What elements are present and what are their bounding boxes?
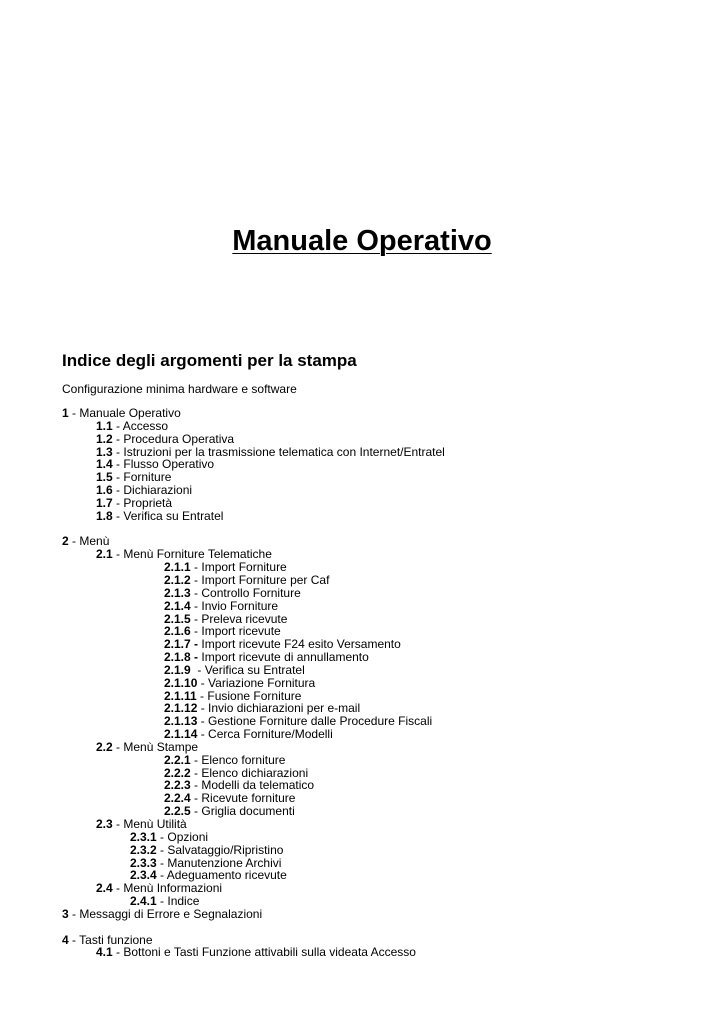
toc-entry-separator: - <box>112 547 124 562</box>
toc-entry <box>62 548 702 561</box>
toc-entry-number: 2.1.7 - <box>164 637 199 652</box>
toc-entry-text: Variazione Fornitura <box>208 675 316 690</box>
toc-entry-number: 2.3.1 <box>130 829 157 844</box>
toc-entry-number: 2 <box>62 534 69 549</box>
toc-entry-text: Manutenzione Archivi <box>167 855 282 870</box>
toc-entry-text: Accesso <box>122 418 169 433</box>
toc-entry-number: 2.3 <box>96 817 113 831</box>
toc-entry-number: 1.2 <box>96 431 113 446</box>
toc-entry-number: 2.1.2 <box>164 572 191 587</box>
toc-entry-text: Controllo Forniture <box>201 585 301 600</box>
toc-entry-separator: - <box>190 778 202 793</box>
toc-entry <box>62 574 702 587</box>
toc-entry-separator: - <box>68 906 80 921</box>
toc-entry-separator: - <box>112 881 124 896</box>
toc-entry <box>62 677 702 690</box>
toc-entry-separator: - <box>190 804 202 819</box>
toc-entry-number: 1.1 <box>96 418 113 433</box>
toc-entry-text: Adeguamento ricevute <box>166 868 287 883</box>
toc-entry-text: Modelli da telematico <box>201 778 315 793</box>
toc-entry-number: 2.2.1 <box>164 752 191 767</box>
toc-entry-text: Messaggi di Errore e Segnalazioni <box>79 906 263 921</box>
toc-entry <box>62 613 702 626</box>
toc-entry-separator: - <box>190 560 202 575</box>
toc-entry-number: 1.6 <box>96 483 113 498</box>
toc-entry-text: Elenco forniture <box>201 752 286 767</box>
toc-entry-separator: - <box>112 945 124 960</box>
toc-entry <box>62 510 702 523</box>
toc-entry <box>62 561 702 574</box>
toc-entry-text: Menù Forniture Telematiche <box>123 547 272 562</box>
toc-entry-separator: - <box>112 444 124 459</box>
toc-entry-text: Fusione Forniture <box>207 688 302 703</box>
toc-entry-separator: - <box>156 894 168 909</box>
toc-entry <box>62 908 702 921</box>
toc-entry-separator: - <box>112 817 124 831</box>
toc-entry-separator: - <box>197 714 209 729</box>
toc-entry-text: Import Forniture <box>201 560 287 575</box>
toc-entry-text: Import ricevute <box>201 624 281 639</box>
toc-entry-separator: - <box>112 470 124 485</box>
toc-entry-text: Opzioni <box>167 829 209 844</box>
toc-entry-separator: - <box>190 611 202 626</box>
toc-entry-text: Griglia documenti <box>201 804 295 819</box>
toc-spacer <box>62 523 702 536</box>
toc-entry-text: Procedura Operativa <box>123 431 235 446</box>
toc-entry-number: 1.4 <box>96 457 113 472</box>
toc-entry-text: Verifica su Entratel <box>204 662 305 677</box>
toc-entry-number: 2.2.5 <box>164 804 191 819</box>
toc-entry <box>62 779 702 792</box>
toc-entry-number: 4.1 <box>96 945 113 960</box>
toc-entry-text: Import Forniture per Caf <box>201 572 330 587</box>
toc-entry-separator: - <box>190 572 202 587</box>
toc-entry-text: Invio Forniture <box>201 598 279 613</box>
toc-entry-separator: - <box>112 508 124 523</box>
toc-entry-separator: - <box>190 598 202 613</box>
toc-entry <box>62 754 702 767</box>
table-of-contents <box>62 407 702 959</box>
toc-entry-number: 1.5 <box>96 470 113 485</box>
toc-entry-text: Flusso Operativo <box>123 457 215 472</box>
toc-entry-number: 2.1.3 <box>164 585 191 600</box>
toc-entry <box>62 690 702 703</box>
toc-entry-number: 2.1.10 <box>164 675 198 690</box>
toc-spacer <box>62 921 702 934</box>
toc-entry-text: Tasti funzione <box>79 932 153 947</box>
toc-entry-separator: - <box>112 457 124 472</box>
toc-entry-number: 4 <box>62 932 69 947</box>
toc-entry <box>62 741 702 754</box>
toc-entry-text: Indice <box>167 894 200 909</box>
toc-entry-separator: - <box>112 495 124 510</box>
toc-entry-separator: - <box>196 688 208 703</box>
toc-entry-number: 2.3.2 <box>130 842 157 857</box>
toc-entry <box>62 767 702 780</box>
toc-entry-number: 2.4 <box>96 881 113 896</box>
toc-entry-number: 3 <box>62 906 69 921</box>
toc-entry-separator: - <box>190 765 202 780</box>
toc-entry-text: Invio dichiarazioni per e-mail <box>208 701 361 716</box>
toc-entry-number: 1 <box>62 406 69 420</box>
toc-entry-text: Menù Informazioni <box>123 881 223 896</box>
toc-entry <box>62 792 702 805</box>
toc-entry-number: 2.1.14 <box>164 727 198 742</box>
toc-entry-text: Ricevute forniture <box>201 791 296 806</box>
toc-entry-separator: - <box>68 932 80 947</box>
toc-entry-number: 2.4.1 <box>130 894 157 909</box>
toc-entry-text: Preleva ricevute <box>201 611 288 626</box>
toc-entry-text: Import ricevute di annullamento <box>201 650 369 665</box>
toc-entry-separator: - <box>197 675 209 690</box>
toc-entry-number: 2.1.4 <box>164 598 191 613</box>
toc-entry-text: Menù Utilità <box>123 817 187 831</box>
toc-entry <box>62 651 702 664</box>
toc-entry-number: 2.3.3 <box>130 855 157 870</box>
toc-entry-separator: - <box>112 431 124 446</box>
toc-entry-number: 2.1.8 - <box>164 650 199 665</box>
toc-entry-number: 2.1.1 <box>164 560 191 575</box>
toc-entry <box>62 600 702 613</box>
toc-entry-separator: - <box>190 662 205 677</box>
toc-entry-number: 1.8 <box>96 508 113 523</box>
toc-entry-number: 2.1.12 <box>164 701 198 716</box>
toc-entry-text: Verifica su Entratel <box>123 508 224 523</box>
toc-entry-number: 2.1.6 <box>164 624 191 639</box>
toc-entry <box>62 587 702 600</box>
config-requirements-line: Configurazione minima hardware e software <box>62 382 297 396</box>
toc-entry-text: Proprietà <box>123 495 173 510</box>
toc-entry-separator: - <box>112 483 124 498</box>
toc-entry <box>62 638 702 651</box>
toc-entry-separator: - <box>112 739 124 754</box>
toc-entry-text: Dichiarazioni <box>123 483 193 498</box>
toc-entry-text: Cerca Forniture/Modelli <box>208 727 333 742</box>
toc-entry-number: 2.2 <box>96 739 113 754</box>
toc-entry-number: 2.1.9 <box>164 662 191 677</box>
toc-entry-number: 2.2.3 <box>164 778 191 793</box>
toc-entry-number: 1.7 <box>96 495 113 510</box>
toc-entry-separator: - <box>112 418 123 433</box>
toc-entry <box>62 946 702 959</box>
toc-entry-separator: - <box>190 624 202 639</box>
toc-entry-text: Import ricevute F24 esito Versamento <box>201 637 401 652</box>
toc-entry-text: Gestione Forniture dalle Procedure Fiscali <box>208 714 433 729</box>
toc-entry-number: 2.1.5 <box>164 611 191 626</box>
toc-entry-number: 2.2.4 <box>164 791 191 806</box>
toc-entry-number: 2.3.4 <box>130 868 157 883</box>
toc-entry-text: Menù Stampe <box>123 739 199 754</box>
toc-entry-separator: - <box>156 842 168 857</box>
toc-entry-separator: - <box>156 829 168 844</box>
index-heading: Indice degli argomenti per la stampa <box>62 351 357 370</box>
toc-entry <box>62 664 702 677</box>
toc-entry-text: Elenco dichiarazioni <box>201 765 309 780</box>
toc-entry-number: 2.1 <box>96 547 113 562</box>
toc-entry-separator: - <box>190 585 202 600</box>
toc-entry-separator: - <box>68 534 80 549</box>
toc-entry-separator: - <box>190 752 202 767</box>
toc-entry-text: Bottoni e Tasti Funzione attivabili sulla videata Accesso <box>123 945 416 960</box>
toc-entry-text: Istruzioni per la trasmissione telematica con Internet/Entratel <box>123 444 445 459</box>
toc-entry-separator: - <box>68 406 80 420</box>
toc-entry-separator: - <box>190 791 202 806</box>
toc-entry-number: 1.3 <box>96 444 113 459</box>
toc-entry-number: 2.1.13 <box>164 714 198 729</box>
toc-entry-text: Forniture <box>123 470 172 485</box>
toc-entry-separator: - <box>156 855 168 870</box>
document-title: Manuale Operativo <box>232 225 492 257</box>
toc-entry-separator: - <box>156 868 167 883</box>
toc-entry-number: 2.1.11 <box>164 688 197 703</box>
toc-entry-text: Salvataggio/Ripristino <box>167 842 284 857</box>
toc-entry-text: Manuale Operativo <box>79 406 181 420</box>
toc-entry-separator: - <box>197 727 209 742</box>
toc-entry <box>62 715 702 728</box>
toc-entry-separator: - <box>197 701 209 716</box>
toc-entry-number: 2.2.2 <box>164 765 191 780</box>
toc-entry-text: Menù <box>79 534 110 549</box>
